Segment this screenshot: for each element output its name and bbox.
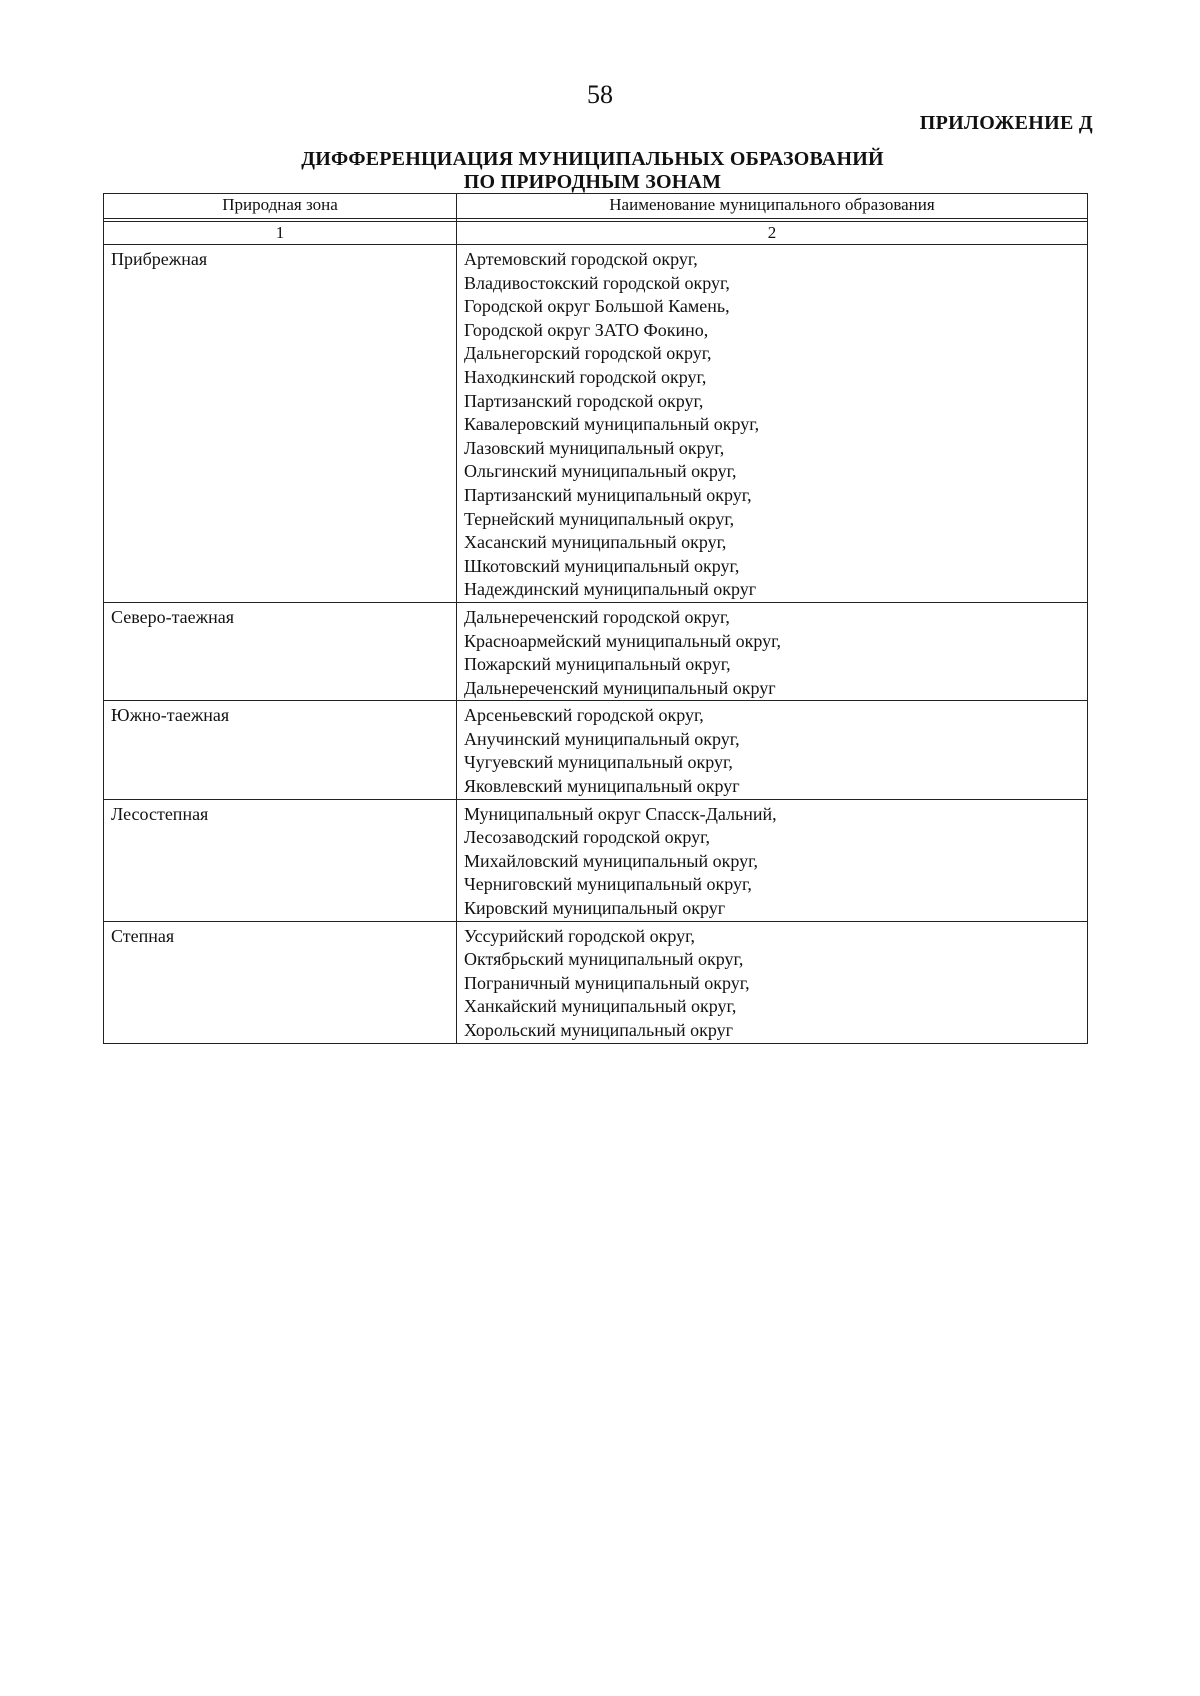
municipality-item: Кировский муниципальный округ (464, 898, 726, 919)
column-number-2: 2 (457, 222, 1088, 245)
table-row (104, 921, 1088, 1043)
header-municipality-name: Наименование муниципального образования (457, 194, 1088, 219)
header-natural-zone: Природная зона (104, 194, 457, 219)
municipality-item: Яковлевский муниципальный округ (464, 776, 740, 797)
municipality-item: Партизанский городской округ, (464, 390, 704, 411)
zone-name-cell: Южно-таежная (104, 701, 457, 799)
municipality-item: Уссурийский городской округ, (464, 925, 695, 946)
municipality-item: Арсеньевский городской округ, (464, 705, 704, 726)
zone-name-cell: Лесостепная (104, 799, 457, 921)
page-number: 58 (587, 80, 613, 109)
municipality-item: Октябрьский муниципальный округ, (464, 949, 744, 970)
municipality-item: Партизанский муниципальный округ, (464, 484, 752, 505)
municipality-item: Пограничный муниципальный округ, (464, 972, 750, 993)
table-row (104, 701, 1088, 799)
municipality-item: Хорольский муниципальный округ (464, 1020, 733, 1040)
municipality-list-cell (457, 245, 1088, 603)
municipality-item: Дальнереченский городской округ, (464, 606, 730, 627)
municipality-item: Дальнереченский муниципальный округ (464, 677, 776, 698)
municipality-item: Муниципальный округ Спасск-Дальний, (464, 803, 777, 824)
table-row (104, 245, 1088, 603)
municipality-list-cell (457, 799, 1088, 921)
municipality-item: Михайловский муниципальный округ, (464, 850, 759, 871)
municipality-item: Лазовский муниципальный округ, (464, 437, 725, 458)
municipality-item: Тернейский муниципальный округ, (464, 508, 735, 529)
municipality-item: Владивостокский городской округ, (464, 272, 730, 293)
municipality-item: Чугуевский муниципальный округ, (464, 752, 733, 773)
municipality-item: Шкотовский муниципальный округ, (464, 555, 740, 576)
column-number-1: 1 (104, 222, 457, 245)
appendix-label: ПРИЛОЖЕНИЕ Д (919, 112, 1093, 134)
zone-name-cell: Прибрежная (104, 245, 457, 603)
municipality-item: Ольгинский муниципальный округ, (464, 461, 737, 482)
municipality-list-cell (457, 602, 1088, 700)
municipality-item: Надеждинский муниципальный округ (464, 579, 757, 600)
municipality-item: Городской округ Большой Камень, (464, 296, 730, 317)
table-header-row (104, 194, 1088, 219)
municipality-item: Артемовский городской округ, (464, 249, 698, 269)
municipality-item: Хасанский муниципальный округ, (464, 532, 727, 553)
municipality-item: Красноармейский муниципальный округ, (464, 630, 781, 651)
natural-zones-table (103, 193, 1088, 1044)
municipality-item: Дальнегорский городской округ, (464, 343, 712, 364)
municipality-item: Черниговский муниципальный округ, (464, 874, 752, 895)
document-title-line-1: ДИФФЕРЕНЦИАЦИЯ МУНИЦИПАЛЬНЫХ ОБРАЗОВАНИЙ (301, 148, 884, 170)
column-number-row (104, 222, 1088, 245)
municipality-item: Анучинский муниципальный округ, (464, 728, 740, 749)
municipality-item: Городской округ ЗАТО Фокино, (464, 319, 709, 340)
municipality-list-cell (457, 701, 1088, 799)
zone-name-cell: Степная (104, 921, 457, 1043)
document-title (80, 148, 1105, 194)
document-title-line-2: ПО ПРИРОДНЫМ ЗОНАМ (463, 171, 722, 193)
municipality-item: Находкинский городской округ, (464, 366, 707, 387)
table-row (104, 602, 1088, 700)
zone-name-cell: Северо-таежная (104, 602, 457, 700)
municipality-item: Пожарский муниципальный округ, (464, 654, 731, 675)
municipality-item: Лесозаводский городской округ, (464, 827, 711, 848)
municipality-item: Кавалеровский муниципальный округ, (464, 414, 760, 435)
municipality-item: Ханкайский муниципальный округ, (464, 996, 737, 1017)
table-row (104, 799, 1088, 921)
municipality-list-cell (457, 921, 1088, 1043)
